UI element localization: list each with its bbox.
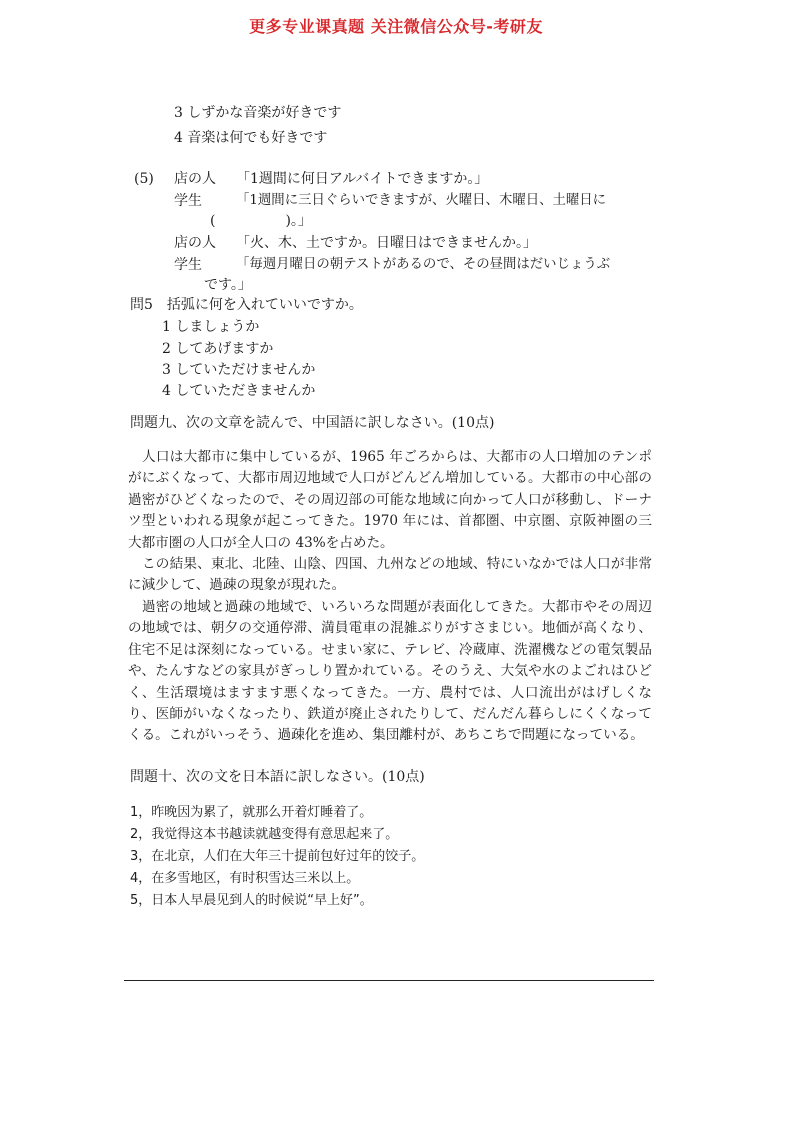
problem-9-paragraph-2: この結果、東北、北陸、山陰、四国、九州などの地域、特にいなかでは人口が非常に減少して、過疎の現象が現れた。	[128, 556, 652, 594]
q4-choice-4: 4 音楽は何でも好きです	[174, 130, 328, 146]
dialog-line: 「毎週月曜日の朝テストがあるので、その昼間はだいじょうぶ	[236, 257, 611, 272]
q4-choice-3: 3 しずかな音楽が好きです	[174, 105, 342, 121]
page-bottom-rule	[124, 980, 654, 981]
question-5-label: 問5 括弧に何を入れていいですか。	[130, 297, 363, 313]
dialog-speaker: 店の人	[174, 235, 216, 251]
dialog-line: 「1週間に三日ぐらいできますが、火曜日、木曜日、土曜日に	[236, 193, 607, 208]
dialog-line: 「火、木、土ですか。日曜日はできませんか。」	[236, 235, 537, 251]
problem-9-heading: 問題九、次の文章を読んで、中国語に訳しなさい。(10点)	[130, 415, 495, 431]
translation-sentence: 4，在多雪地区，有时积雪达三米以上。	[130, 871, 360, 886]
q5-choice: 4 していただきませんか	[162, 383, 316, 399]
dialog-speaker: 学生	[174, 193, 202, 209]
translation-sentence: 5，日本人早晨见到人的时候说“早上好”。	[130, 893, 373, 908]
wechat-promo-banner: 更多专业课真题 关注微信公众号-考研友	[249, 17, 543, 36]
problem-9-paragraph-1: 人口は大都市に集中しているが、1965 年ごろからは、大都市の人口増加のテンポがにぶくなって、大都市周辺地域で人口がどんどん増加している。大都市の中心部の過密がひどくなったので、その周辺部の可能な地域に向かって人口が移動し、ドーナツ型といわれる現象が起こってきた。1970 年には、首都圏、中京圏、京阪神圏の三大都市圏の人口が全人口の 43%を占めた。	[128, 449, 652, 551]
dialog-number: (5)	[134, 171, 154, 187]
dialog-speaker: 学生	[174, 257, 202, 273]
q5-choice: 2 してあげますか	[162, 341, 274, 357]
dialog-line: です。」	[204, 277, 252, 293]
translation-sentence: 3，在北京，人们在大年三十提前包好过年的饺子。	[130, 849, 425, 864]
problem-10-heading: 問題十、次の文を日本語に訳しなさい。(10点)	[130, 769, 425, 785]
translation-sentence: 2，我觉得这本书越读就越变得有意思起来了。	[130, 827, 399, 842]
translation-sentence: 1，昨晚因为累了，就那么开着灯睡着了。	[130, 805, 373, 820]
q5-choice: 3 していただけませんか	[162, 362, 316, 378]
dialog-line: 「1週間に何日アルバイトできますか。」	[236, 171, 489, 187]
q5-choice: 1 しましょうか	[162, 319, 260, 335]
dialog-speaker: 店の人	[174, 171, 216, 187]
problem-9-paragraph-3: 過密の地域と過疎の地域で、いろいろな問題が表面化してきた。大都市やその周辺の地域では、朝夕の交通停滞、満員電車の混雑ぶりがすさまじい。地価が高くなり、住宅不足は深刻になっている。せまい家に、テレビ、冷蔵庫、洗濯機などの電気製品や、たんすなどの家具がぎっしり置かれている。そのうえ、大気や水のよごれはひどく、生活環境はますます悪くなってきた。一方、農村では、人口流出がはげしくなり、医師がいなくなったり、鉄道が廃止されたりして、だんだん暮らしにくくなってくる。これがいっそう、過疎化を進め、集団離村が、あちこちで問題になっている。	[128, 599, 652, 744]
dialog-blank-line: ( )。」	[210, 213, 312, 229]
